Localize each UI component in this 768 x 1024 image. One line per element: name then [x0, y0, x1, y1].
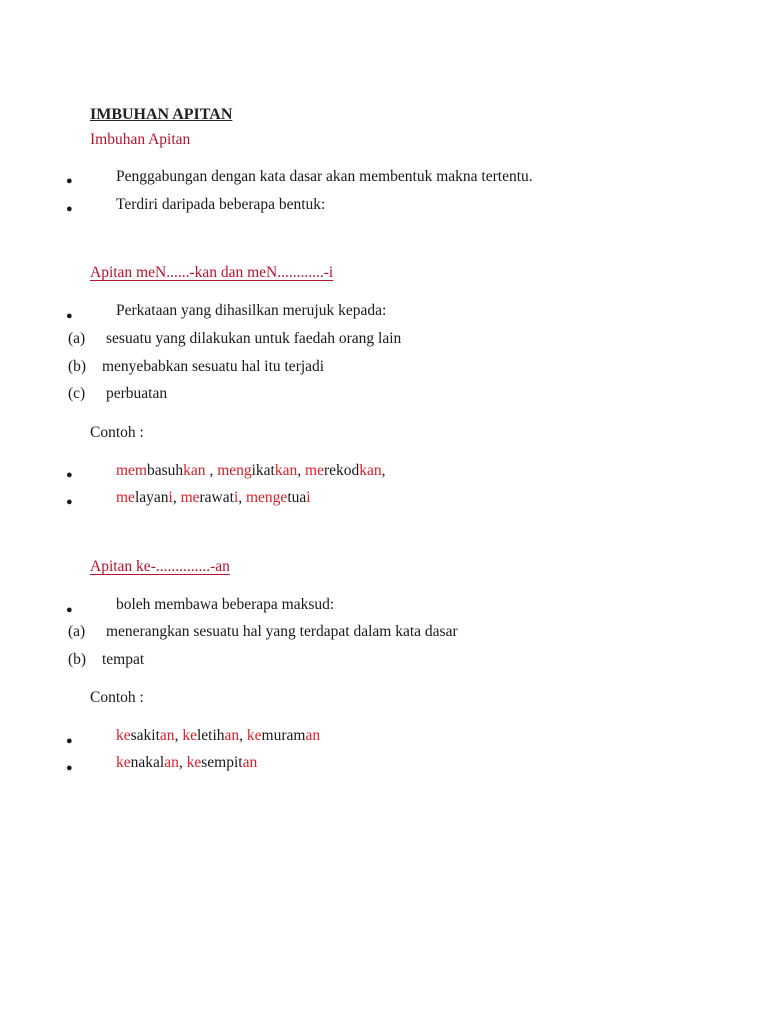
- section1-heading: Apitan meN......-kan dan meN............-i: [90, 264, 334, 281]
- bullet-icon: ●: [66, 496, 73, 508]
- bullet-icon: ●: [66, 175, 73, 187]
- root: rekod: [323, 462, 360, 479]
- bullet-icon: ●: [66, 469, 73, 481]
- bullet-icon: ●: [66, 762, 73, 774]
- contoh-label: Contoh :: [90, 689, 144, 706]
- root: sempit: [201, 754, 243, 771]
- root: nakal: [130, 754, 165, 771]
- suffix: an: [159, 727, 175, 744]
- bullet-icon: ●: [66, 203, 73, 215]
- prefix: menge: [246, 489, 288, 506]
- prefix: ke: [182, 727, 197, 744]
- separator: ,: [205, 462, 218, 479]
- suffix: i: [168, 489, 173, 506]
- bullet-icon: ●: [66, 310, 73, 322]
- section1-bullet: Perkataan yang dihasilkan merujuk kepada:: [116, 302, 387, 319]
- root: rawat: [199, 489, 234, 506]
- separator: ,: [381, 462, 386, 479]
- suffix: an: [305, 727, 321, 744]
- example-line-2: [116, 489, 311, 507]
- suffix: kan: [359, 462, 382, 479]
- list-item: tempat: [102, 651, 145, 668]
- root: layan: [134, 489, 169, 506]
- example-line-3: [116, 727, 320, 745]
- prefix: ke: [116, 727, 131, 744]
- prefix: meng: [217, 462, 252, 479]
- separator: ,: [297, 462, 306, 479]
- prefix: ke: [116, 754, 131, 771]
- suffix: an: [164, 754, 179, 771]
- intro-bullet-2: Terdiri daripada beberapa bentuk:: [116, 196, 326, 213]
- separator: ,: [178, 754, 187, 771]
- suffix: an: [224, 727, 240, 744]
- list-item: sesuatu yang dilakukan untuk faedah orang lain: [106, 330, 402, 347]
- root: basuh: [147, 462, 184, 479]
- separator: ,: [174, 727, 183, 744]
- section2-heading: Apitan ke-..............-an: [90, 558, 230, 575]
- list-item: menyebabkan sesuatu hal itu terjadi: [102, 358, 325, 375]
- root: tua: [287, 489, 307, 506]
- prefix: mem: [116, 462, 147, 479]
- root: muram: [261, 727, 306, 744]
- intro-bullet-1: Penggabungan dengan kata dasar akan membentuk makna tertentu.: [116, 168, 533, 185]
- example-line-4: [116, 754, 257, 772]
- bullet-icon: ●: [66, 604, 73, 616]
- list-item: menerangkan sesuatu hal yang terdapat dalam kata dasar: [106, 623, 458, 640]
- section2-bullet: boleh membawa beberapa maksud:: [116, 596, 335, 613]
- root: sakit: [130, 727, 160, 744]
- list-item: perbuatan: [106, 385, 168, 402]
- example-line-1: [116, 462, 386, 480]
- bullet-icon: ●: [66, 735, 73, 747]
- suffix: an: [242, 754, 258, 771]
- prefix: me: [305, 462, 324, 479]
- list-marker: (b): [68, 651, 87, 668]
- root: ikat: [251, 462, 275, 479]
- suffix: kan: [274, 462, 298, 479]
- list-marker: (a): [68, 623, 86, 640]
- list-marker: (b): [68, 358, 87, 375]
- suffix: i: [306, 489, 311, 506]
- suffix: i: [233, 489, 239, 506]
- contoh-label: Contoh :: [90, 424, 144, 441]
- page-title: IMBUHAN APITAN: [90, 106, 233, 123]
- separator: ,: [239, 727, 247, 744]
- list-marker: (a): [68, 330, 86, 347]
- page-subtitle: Imbuhan Apitan: [90, 131, 191, 148]
- prefix: ke: [246, 727, 262, 744]
- prefix: me: [180, 489, 200, 506]
- suffix: kan: [183, 462, 206, 479]
- separator: ,: [172, 489, 181, 506]
- root: letih: [196, 727, 225, 744]
- prefix: ke: [186, 754, 202, 771]
- prefix: me: [116, 489, 135, 506]
- separator: ,: [238, 489, 246, 506]
- list-marker: (c): [68, 385, 86, 402]
